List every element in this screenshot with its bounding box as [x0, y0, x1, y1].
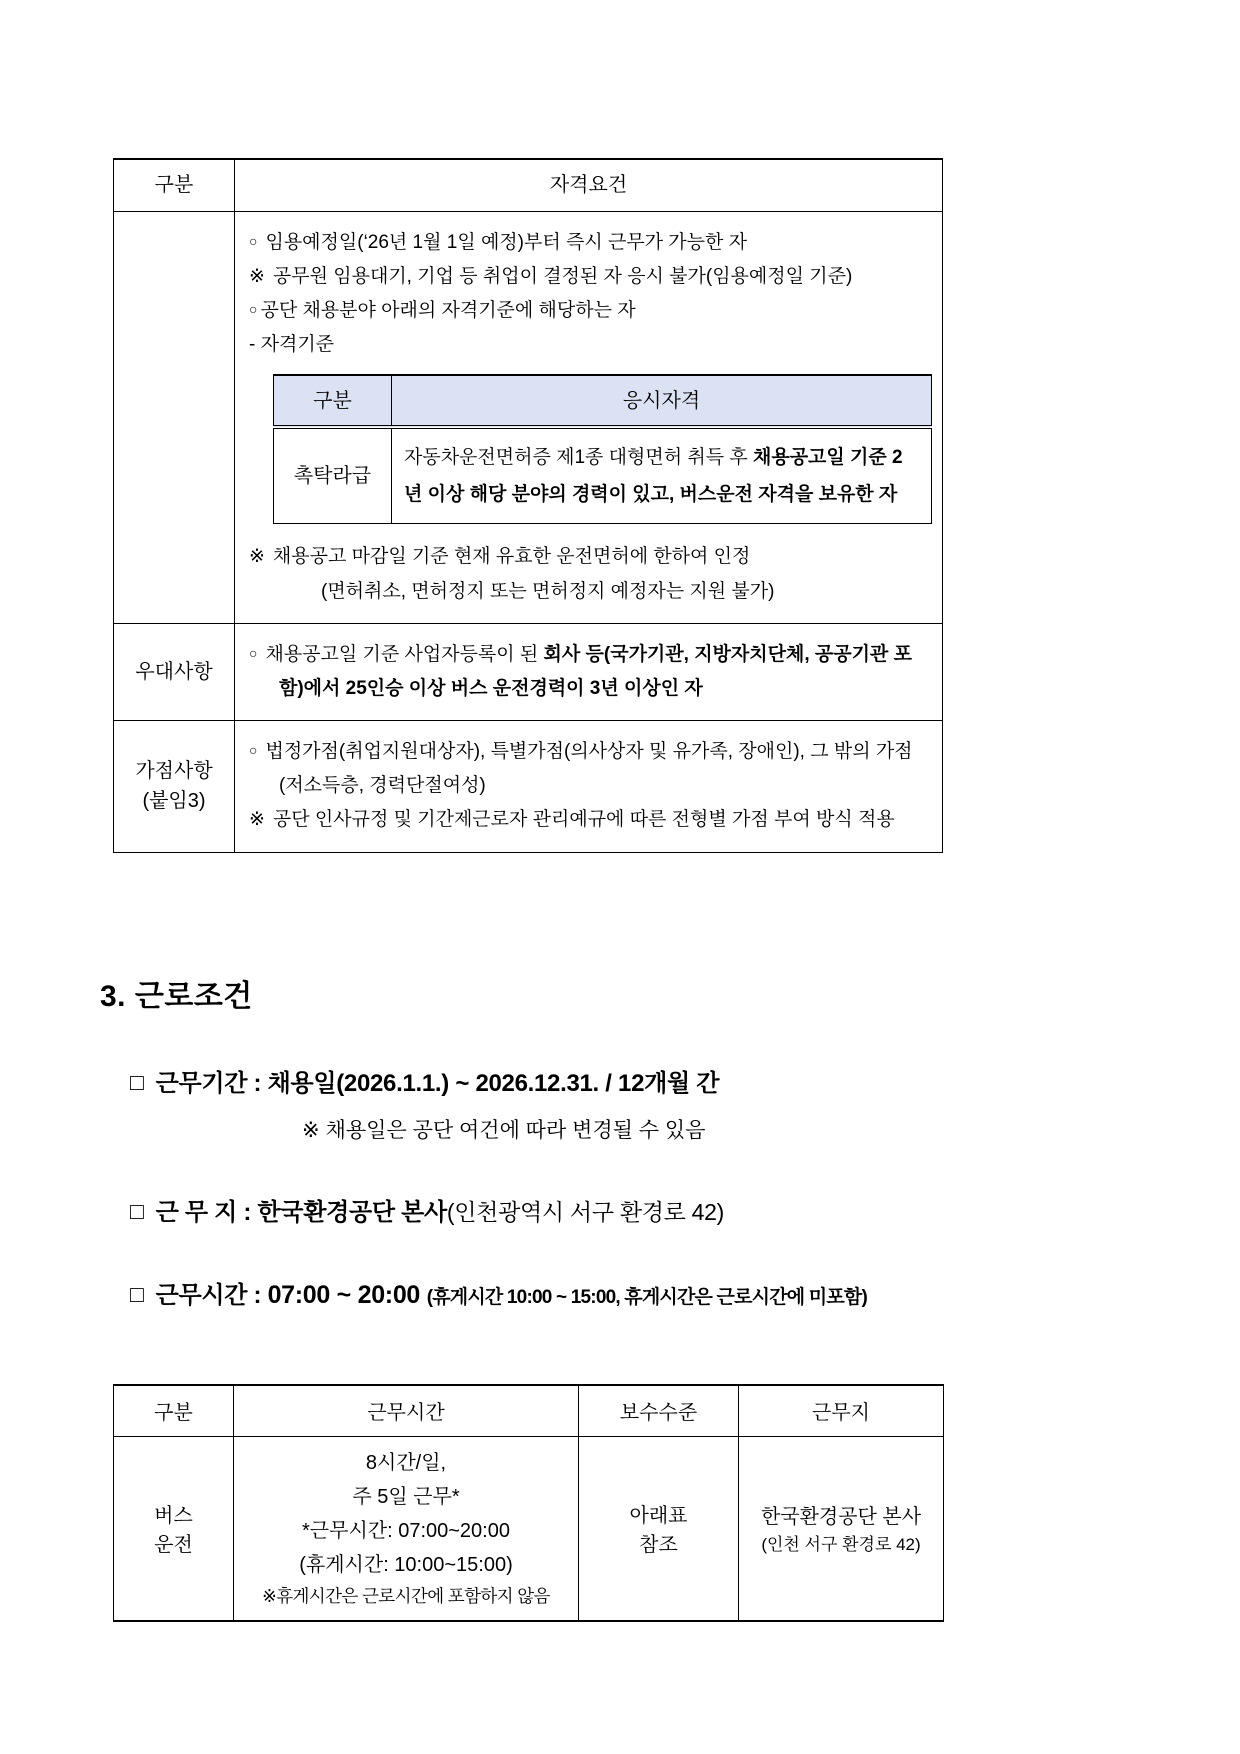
row-label-bonus — [114, 721, 235, 853]
criteria-header-category: 구분 — [274, 375, 392, 427]
location-address-line: (인천 서구 환경로 42) — [761, 1534, 921, 1554]
bullet-line-preference — [249, 638, 932, 706]
schedule-table — [113, 1384, 944, 1622]
work-hours-item — [130, 1275, 1240, 1310]
hours-line: (휴게시간: 10:00~15:00) — [299, 1553, 513, 1576]
bonus-cell — [235, 721, 943, 853]
bonus-label-line1: 가점사항 — [135, 760, 213, 783]
criteria-text-bold: 채용공고일 기준 2년 이상 해당 분야의 경력이 있고, 버스운전 자격을 보유한 자 — [404, 447, 903, 506]
square-bullet-icon: □ — [130, 1197, 144, 1224]
section-heading-working-conditions: 3. 근로조건 — [100, 979, 253, 1013]
table-row-eligibility — [114, 211, 943, 623]
qualification-table-header-row — [114, 159, 943, 211]
note-text: 공단 인사규정 및 기간제근로자 관리예규에 따른 전형별 가점 부여 방식 적용 — [272, 809, 895, 831]
reference-mark-icon: ※ — [302, 1118, 320, 1142]
schedule-pay-cell — [579, 1437, 739, 1621]
bonus-text: 법정가점(취업지원대상자), 특별가점(의사상자 및 유가족, 장애인), 그 밖의 가점(저소득층, 경력단절여성) — [265, 741, 913, 797]
criteria-row-text — [392, 427, 932, 524]
qual-header-requirements: 자격요건 — [235, 159, 943, 211]
row-label-preference: 우대사항 — [114, 623, 235, 720]
work-location-label: 근 무 지 : — [155, 1198, 258, 1226]
category-line: 운전 — [154, 1534, 193, 1557]
work-period-note — [302, 1114, 1240, 1144]
qualification-table — [113, 158, 943, 853]
preference-text-bold: 회사 등(국가기관, 지방자치단체, 공공기관 포함)에서 25인승 이상 버스 운전경력이 3년 이상인 자 — [279, 643, 912, 699]
row-label-empty — [114, 211, 235, 623]
table-row-bus-driving — [114, 1437, 944, 1621]
work-hours-note: (휴게시간 10:00 ~ 15:00, 휴게시간은 근로시간에 미포함) — [426, 1286, 867, 1308]
schedule-hours-cell — [234, 1437, 579, 1621]
note-line-license-valid — [249, 540, 932, 574]
location-line: 한국환경공단 본사 — [760, 1505, 922, 1528]
circle-bullet-icon: ○ — [249, 742, 258, 759]
bullet-text: 공단 채용분야 아래의 자격기준에 해당하는 자 — [260, 299, 636, 321]
schedule-location-cell — [739, 1437, 944, 1621]
eligibility-criteria-table — [273, 374, 932, 524]
bullet-line-appointment — [249, 226, 932, 260]
work-location-address: (인천광역시 서구 환경로 42) — [446, 1198, 725, 1225]
note-line-bonus-rule — [249, 803, 932, 837]
note-text: 공무원 임용대기, 기업 등 취업이 결정된 자 응시 불가(임용예정일 기준) — [272, 265, 853, 287]
square-bullet-icon: □ — [130, 1280, 144, 1307]
criteria-text-normal: 자동차운전면허증 제1종 대형면허 취득 후 — [404, 447, 753, 469]
table-row-contract-grade — [274, 427, 932, 524]
table-row-preference — [114, 623, 943, 720]
work-period-item — [130, 1063, 1240, 1098]
dash-item-criteria: - 자격기준 — [249, 334, 335, 356]
hours-line: 8시간/일, — [365, 1451, 447, 1474]
schedule-category-cell — [114, 1437, 234, 1621]
hours-line: 주 5일 근무* — [352, 1485, 460, 1508]
work-hours-label: 근무시간 : — [155, 1281, 268, 1309]
criteria-table-header-row — [274, 375, 932, 427]
bonus-label-line2: (붙임3) — [142, 790, 206, 813]
category-line: 버스 — [154, 1505, 193, 1528]
reference-mark-icon: ※ — [249, 265, 265, 287]
preference-text-normal: 채용공고일 기준 사업자등록이 된 — [265, 643, 544, 665]
preference-cell — [235, 623, 943, 720]
criteria-row-label: 촉탁라급 — [274, 427, 392, 524]
square-bullet-icon: □ — [130, 1068, 144, 1095]
pay-line: 참조 — [639, 1534, 678, 1557]
bullet-text: 임용예정일(‘26년 1월 1일 예정)부터 즉시 근무가 가능한 자 — [265, 231, 747, 253]
work-hours-value: 07:00 ~ 20:00 — [267, 1280, 427, 1309]
qual-header-category: 구분 — [114, 159, 235, 211]
note-text: 채용공고 마감일 기준 현재 유효한 운전면허에 한하여 인정 — [272, 546, 751, 568]
circle-bullet-icon: ○ — [249, 300, 258, 317]
reference-mark-icon: ※ — [249, 546, 265, 568]
reference-mark-icon: ※ — [249, 809, 265, 831]
note-line-license-revoked: (면허취소, 면허정지 또는 면허정지 예정자는 지원 불가) — [321, 580, 775, 602]
work-location-value: 한국환경공단 본사 — [257, 1198, 447, 1226]
schedule-table-header-row — [114, 1385, 944, 1437]
note-line-civil-servant — [249, 260, 932, 294]
schedule-header-hours: 근무시간 — [234, 1385, 579, 1437]
work-period-value: 채용일(2026.1.1.) ~ 2026.12.31. / 12개월 간 — [267, 1069, 720, 1097]
note-text: 채용일은 공단 여건에 따라 변경될 수 있음 — [325, 1118, 706, 1142]
table-row-bonus-points — [114, 721, 943, 853]
schedule-header-category: 구분 — [114, 1385, 234, 1437]
work-period-label: 근무기간 : — [155, 1069, 268, 1097]
bullet-line-bonus — [249, 735, 932, 803]
hours-note-line: ※휴게시간은 근로시간에 포함하지 않음 — [262, 1585, 550, 1606]
pay-line: 아래표 — [629, 1505, 688, 1528]
eligibility-cell — [235, 211, 943, 623]
circle-bullet-icon: ○ — [249, 644, 258, 661]
work-location-item — [130, 1192, 1240, 1227]
hours-line: *근무시간: 07:00~20:00 — [302, 1519, 510, 1542]
schedule-header-location: 근무지 — [739, 1385, 944, 1437]
bullet-line-criteria — [249, 294, 932, 328]
schedule-header-pay: 보수수준 — [579, 1385, 739, 1437]
criteria-header-eligibility: 응시자격 — [392, 375, 932, 427]
circle-bullet-icon: ○ — [249, 232, 258, 249]
